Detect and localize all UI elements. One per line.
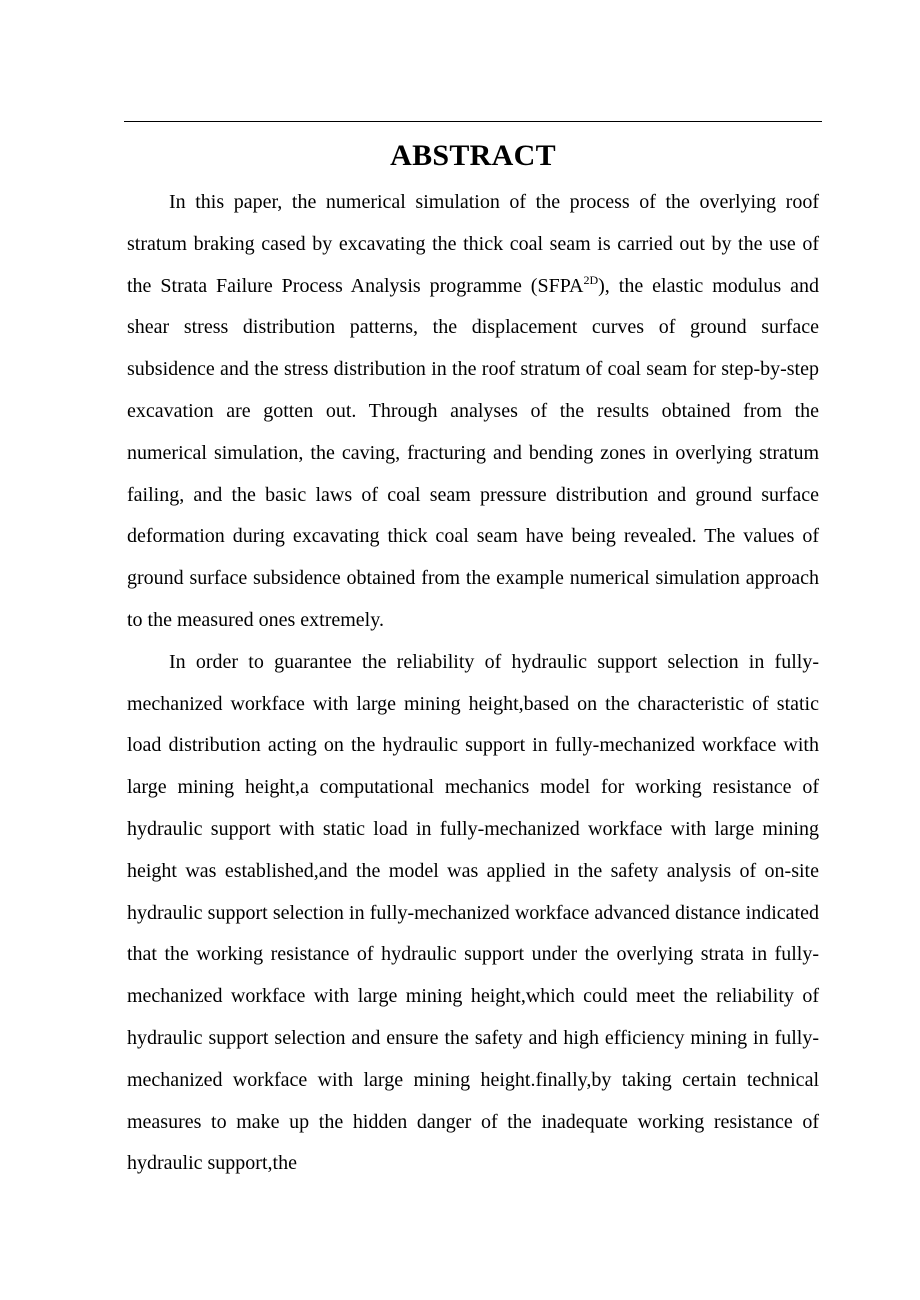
- page-title: ABSTRACT: [390, 139, 556, 172]
- abstract-paragraph-2: In order to guarantee the reliability of hydraulic support selection in fully-mechanized workface with large mining height,based on the characteristic of static load distribution acting on the hydraulic support in fully-mechanized workface with large mining height,a computational mechanics model for working resistance of hydraulic support with static load in fully-mechanized workface with large mining height was established,and the model was applied in the safety analysis of on-site hydraulic support selection in fully-mechanized workface advanced distance indicated that the working resistance of hydraulic support under the overlying strata in fully-mechanized workface with large mining height,which could meet the reliability of hydraulic support selection and ensure the safety and high efficiency mining in fully-mechanized workface with large mining height.finally,by taking certain technical measures to make up the hidden danger of the inadequate working resistance of hydraulic support,the: [127, 650, 819, 1175]
- abstract-body: [127, 182, 819, 1185]
- superscript-2d: 2D: [583, 272, 599, 287]
- paragraph-1-text-a: In this paper, the numerical simulation of the process of the overlying roof stratum braking cased by excavating the thick coal seam is carried out by the use of the Strata Failure Process Analysis programme (SFPA: [127, 191, 819, 297]
- paragraph-1-text-b: ), the elastic modulus and shear stress distribution patterns, the displacement curves of ground surface subsidence and the stress distribution in the roof stratum of coal seam for step-by-step excavation are gotten out. Through analyses of the results obtained from the numerical simulation, the caving, fracturing and bending zones in overlying stratum failing, and the basic laws of coal seam pressure distribution and ground surface deformation during excavating thick coal seam have being revealed. The values of ground surface subsidence obtained from the example numerical simulation approach to the measured ones extremely.: [127, 274, 820, 631]
- header-rule: [124, 121, 822, 122]
- abstract-paragraph-1: [127, 182, 819, 642]
